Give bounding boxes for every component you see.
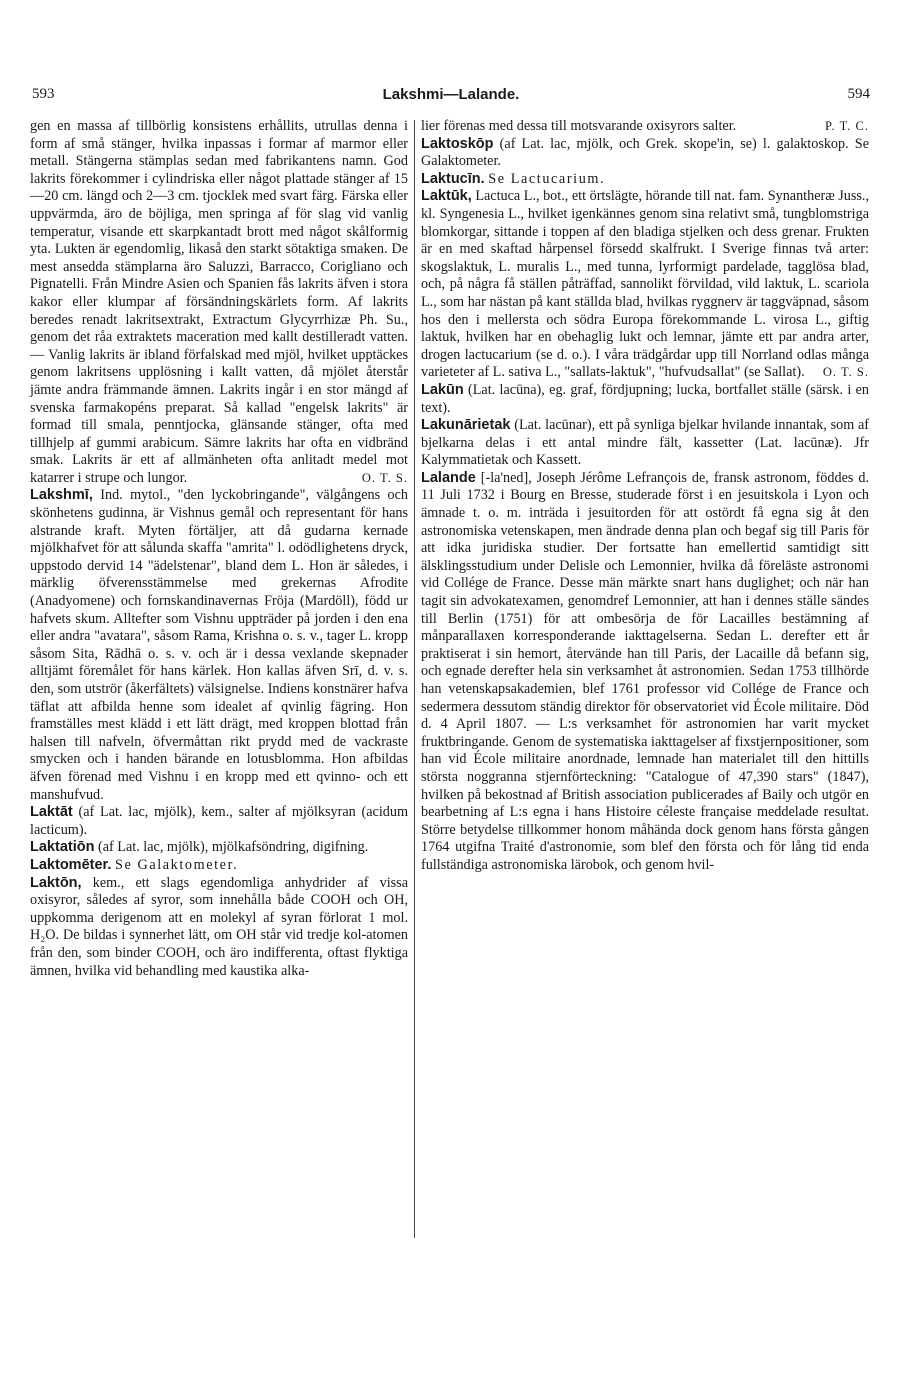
entry-laktuk [421,188,869,382]
entry-text: Se Galaktometer. [114,856,239,873]
entry-lakshmi [30,487,408,804]
entry-laktucin [421,171,869,189]
entry-text: Ind. mytol., "den lyckobringande", välgångens och skönhetens gudinna, är Vishnus gemål och representant för hans alstrande kraft. Myten förtäljer, att då gudarna kernade mjölkhafvet för att sålunda skaffa "amrita" l. odödlighetens dryck, uppstodo dervid 14 "ädelstenar", bland dem L. Hon är således, i märklig öfverensstämmelse med grekernas Afrodite (Anadyomene) och fornskandinavernas Fröja (Mardöll), född ur hafvets skum. Alltefter som Vishnu uppträder på jorden i den ena eller andra "avatara", såsom Rama, Krishna o. s. v., tager L. kropp såsom Sita, Rādhā o. s. v. och är i dessa vexlande skepnader alltjämt föremålet för hans kärlek. Hon kallas äfven Srī, d. v. s. den, som utströr (åkerfältets) välsignelse. Indiens konstnärer hafva täflat att afbilda henne som idealet af qvinlig fägring. Hon framställes mest klädd i ett lätt drägt, med kroppen blottad från halsen till nafveln, öfvermåttan rikt prydd med de vackraste smycken och i handen bärande en lotusblomma. Hon afbildas äfven förenad med Vishnu i en kropp med ett qvinno- och ett manshufvud. [30,487,408,803]
headword: Laktucīn. [421,170,485,187]
paragraph-text: lier förenas med dessa till motsvarande oxisyrors salter. [421,118,737,134]
headword: Laktatiōn [30,839,95,856]
entry-lalande [421,470,869,875]
headword: Lakunārietak [421,417,511,434]
entry-text: (Lat. lacūnar), ett på synliga bjelkar hvilande innantak, som af bjelkarna delas i ett antal mindre fält, kassetter (Lat. lacūnæ). Jfr Kalymmatietak och Kassett. [421,417,870,469]
column-divider [414,120,415,1238]
page-header [28,86,874,108]
entry-laktometer [30,857,408,875]
lakton-continuation [421,118,869,136]
entry-laktat [30,804,408,839]
entry-laktation [30,839,408,857]
headword: Lakshmī, [30,487,93,504]
entry-laktoskop [421,136,869,171]
headword: Laktomēter. [30,856,112,873]
entry-text: (Lat. lacūna), eg. graf, fördjupning; lucka, bortfallet ställe (särsk. i en text). [421,381,869,416]
entry-text: (af Lat. lac, mjölk), mjölkafsöndring, digifning. [98,839,369,856]
page-number-right: 594 [847,86,870,102]
lakrits-continuation [30,118,408,487]
page-number-left: 593 [32,86,55,102]
left-column [30,118,408,980]
author-signature: O. T. S. [361,470,408,485]
author-signature: P. T. C. [824,119,869,133]
entry-lakun [421,382,869,417]
right-column [421,118,869,875]
headword: Laktoskōp [421,135,494,152]
entry-text: Lactuca L., bot., ett örtslägte, hörande till nat. fam. Synantheræ Juss., kl. Syngenesia L., hvilket igenkännes genom sina relativt små, tungblomstriga blomkorgar, sittande i toppen af den bladiga stjelken och dess grenar. Frukten är en med skaftad hårpensel försedd skalfrukt. I Sverige finnas två arter: skogslaktuk, L. muralis L., med tunna, lyrformigt pardelade, tagglösa blad, och, på några få ställen påträffad, sannolikt förvildad, vild laktuk, L. scariola L., som har nästan på kant ställda blad, hvilkas ryggnerv är taggväpnad, såsom hos den i mellersta och södra Europa förekommande L. virosa L., giftig laktuk, hvilken har en obehaglig lukt och lemnar, jämte ett par andra arter, drogen lactucarium (se d. o.). I våra trädgårdar upp till Norrland odlas många varieteter af L. sativa L., "sallats-laktuk", "hufvudsallat" (se Sallat). [421,188,870,381]
entry-text: kem., ett slags egendomliga anhydrider af vissa oxisyror, således af syror, som innehålla både COOH och OH, uppkomma derigenom att en molekyl af syran förlorat 1 mol. H₂O. De bildas i synnerhet lätt, om OH står vid tredje kol-atomen från den, som binder COOH, och äro indifferenta, oftast flyktiga ämnen, hvilka vid behandling med kaustika alka- [30,874,408,979]
headword: Laktūk, [421,188,472,205]
author-signature: O. T. S. [822,365,869,380]
headword: Lalande [421,469,476,486]
entry-text: (af Lat. lac, mjölk, och Grek. skope'in, se) l. galaktoskop. Se Galaktometer. [421,135,869,170]
headword: Laktāt [30,804,73,821]
entry-text: Se Lactucarium. [488,170,606,187]
entry-text: [-la'ned], Joseph Jérôme Lefrançois de, fransk astronom, föddes d. 11 Juli 1732 i Bourg en Bresse, studerade först i en jesuitskola i Lyon och ämnade t. o. m. inträda i jesuitorden för att ostördt få egna sig åt den astronomiska vetenskapen, men ändrade denna plan och begaf sig till Paris för att idka juridiska studier. Der fortsatte han emellertid samtidigt sitt älsklingsstudium under Delisle och Lemonnier, hvilka då föreläste astronomi vid Collége de France. Desse män märkte snart hans duglighet; och när han tagit sin advokatexamen, genomdref Lemonnier, att han i dennes ställe sändes till Berlin (1751) för att ombesörja de för Lacailles bestämning af månparallaxen korresponderande iakttagelserna. Sedan L. derefter ett år praktiserat i sin hemort, återvände han till Paris, der Lacaille då befann sig, och egnade derefter hela sin verksamhet åt astronomien. Sedan 1753 tillhörde han vetenskapsakademien, blef 1761 professor vid Collége de France och sedermera dessutom ständig direktor för observatoriet vid École militaire. Död d. 4 April 1807. — L:s verksamhet för astronomien har varit mycket fruktbringande. Genom de systematiska iakttagelser af fixstjernpositioner, som han vid École militaire anordnade, lemnade han materialet till den hittills största noggranna stjernförteckning: "Catalogue of 47,390 stars" (1847), hvilken på bekostnad af British association publicerades af Baily och utgör en bearbetning af L:s egna i hans Histoire céleste française meddelade resultat. Större betydelse tillkommer honom måhända dock genom hans första gången 1764 utgifna Traité d'astronomie, som blef den första och för lång tid enda fullständiga astronomiska lärobok, och genom hvil- [421,469,870,873]
headword: Laktōn, [30,874,82,891]
headword: Lakūn [421,381,464,398]
entry-lakunarietak [421,417,869,470]
entry-lakton [30,875,408,981]
paragraph-text: gen en massa af tillbörlig konsistens erhållits, utrullas denna i form af små stänger, hvilka inpassas i formar af marmor eller metall. Stängerna stämplas sedan med fabrikantens namn. God lakrits förekommer i cylindriska eller något plattade stänger af 15—20 cm. längd och 2—3 cm. tjocklek med svart färg. Färska eller uppvärmda, äro de böjliga, men springa af för slag vid vanlig temperatur, visande ett skarpkantadt brott med något skålformig yta. Lukten är egendomlig, likaså den starkt sötaktiga smaken. De mest ansedda stämplarna äro Saluzzi, Barracco, Corigliano och Pignatelli. Från Mindre Asien och Spanien fås lakrits äfven i stora kakor eller klumpar af försändningskärlets form. Af lakrits beredes renadt lakritsextrakt, Extractum Glycyrrhizæ Ph. Su., genom det råa extraktets maceration med kallt destilleradt vatten. — Vanlig lakrits är ibland förfalskad med mjöl, hvilket upptäckes genom lakritsens upplösning i kallt vatten, då mjölet återstår jämte andra främmande ämnen. Lakrits ingår i en stor mängd af svenska farmakopéns preparat. Så kallad "engelsk lakrits" är formad till smala, penntjocka, glänsande stänger, ofta med tillhjelp af gummi arabicum. Sämre lakrits har ofta en vidbränd smak. Lakrits är ett af allmänheten ofta anlitadt medel mot katarrer i strupe och lungor. [30,118,408,486]
running-title: Lakshmi—Lalande. [382,86,520,103]
entry-text: (af Lat. lac, mjölk), kem., salter af mjölksyran (acidum lacticum). [30,804,408,838]
